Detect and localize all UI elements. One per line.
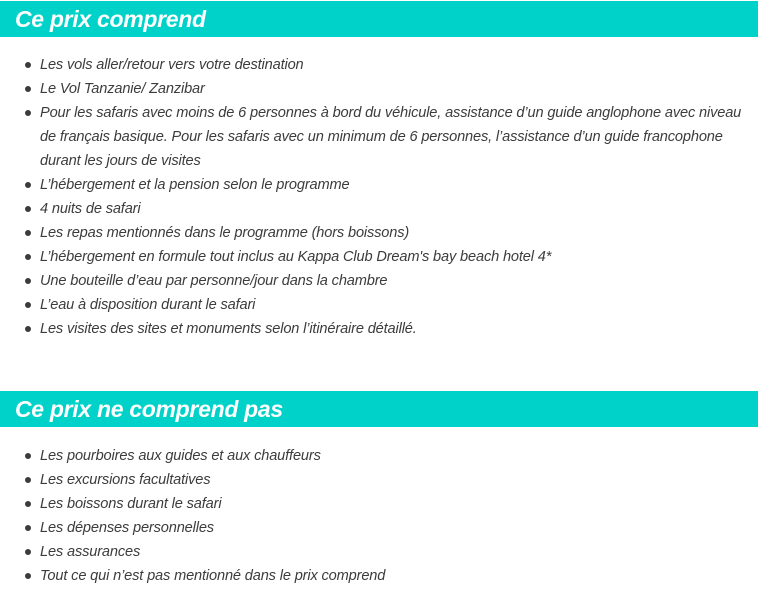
bullet-icon	[25, 501, 31, 507]
list-item	[0, 197, 758, 221]
list-item-text: L’hébergement et la pension selon le programme	[40, 177, 350, 193]
list-item	[0, 173, 758, 197]
bullet-icon	[25, 477, 31, 483]
list-item	[0, 77, 758, 101]
list-item-text: Les dépenses personnelles	[40, 520, 214, 536]
included-section-title: Ce prix comprend	[0, 1, 758, 37]
list-item-text: Les assurances	[40, 544, 141, 560]
list-item	[0, 444, 758, 468]
list-item-text: Tout ce qui n’est pas mentionné dans le prix comprend	[40, 568, 386, 584]
list-item-text: Les pourboires aux guides et aux chauffeurs	[40, 448, 321, 464]
bullet-icon	[25, 182, 31, 188]
list-item	[0, 468, 758, 492]
bullet-icon	[25, 206, 31, 212]
excluded-list	[0, 444, 758, 588]
bullet-icon	[25, 110, 31, 116]
list-item	[0, 101, 758, 173]
list-item	[0, 221, 758, 245]
bullet-icon	[25, 573, 31, 579]
list-item-text: Les visites des sites et monuments selon l’itinéraire détaillé.	[40, 321, 417, 337]
bullet-icon	[25, 62, 31, 68]
bullet-icon	[25, 453, 31, 459]
included-list	[0, 53, 758, 341]
list-item-text: Une bouteille d’eau par personne/jour dans la chambre	[40, 273, 388, 289]
list-item	[0, 293, 758, 317]
list-item	[0, 516, 758, 540]
bullet-icon	[25, 230, 31, 236]
bullet-icon	[25, 326, 31, 332]
bullet-icon	[25, 549, 31, 555]
bullet-icon	[25, 278, 31, 284]
bullet-icon	[25, 86, 31, 92]
list-item	[0, 53, 758, 77]
list-item-text: Le Vol Tanzanie/ Zanzibar	[40, 81, 205, 97]
list-item	[0, 564, 758, 588]
list-item-text: Les vols aller/retour vers votre destination	[40, 57, 304, 73]
list-item	[0, 317, 758, 341]
list-item-text: L’eau à disposition durant le safari	[40, 297, 256, 313]
list-item	[0, 245, 758, 269]
list-item-text: Les boissons durant le safari	[40, 496, 222, 512]
list-item	[0, 492, 758, 516]
bullet-icon	[25, 254, 31, 260]
list-item-text: 4 nuits de safari	[40, 201, 141, 217]
bullet-icon	[25, 525, 31, 531]
excluded-section-title: Ce prix ne comprend pas	[0, 391, 758, 427]
list-item-text: Les repas mentionnés dans le programme (hors boissons)	[40, 225, 410, 241]
list-item	[0, 269, 758, 293]
list-item-text: L’hébergement en formule tout inclus au Kappa Club Dream's bay beach hotel 4*	[40, 249, 552, 265]
list-item-text: Pour les safaris avec moins de 6 personnes à bord du véhicule, assistance d’un guide anglophone avec niveau de français basique. Pour les safaris avec un minimum de 6 personnes, l’assistance d’un guide francophone durant les jours de visites	[40, 105, 742, 169]
list-item	[0, 540, 758, 564]
list-item-text: Les excursions facultatives	[40, 472, 211, 488]
bullet-icon	[25, 302, 31, 308]
